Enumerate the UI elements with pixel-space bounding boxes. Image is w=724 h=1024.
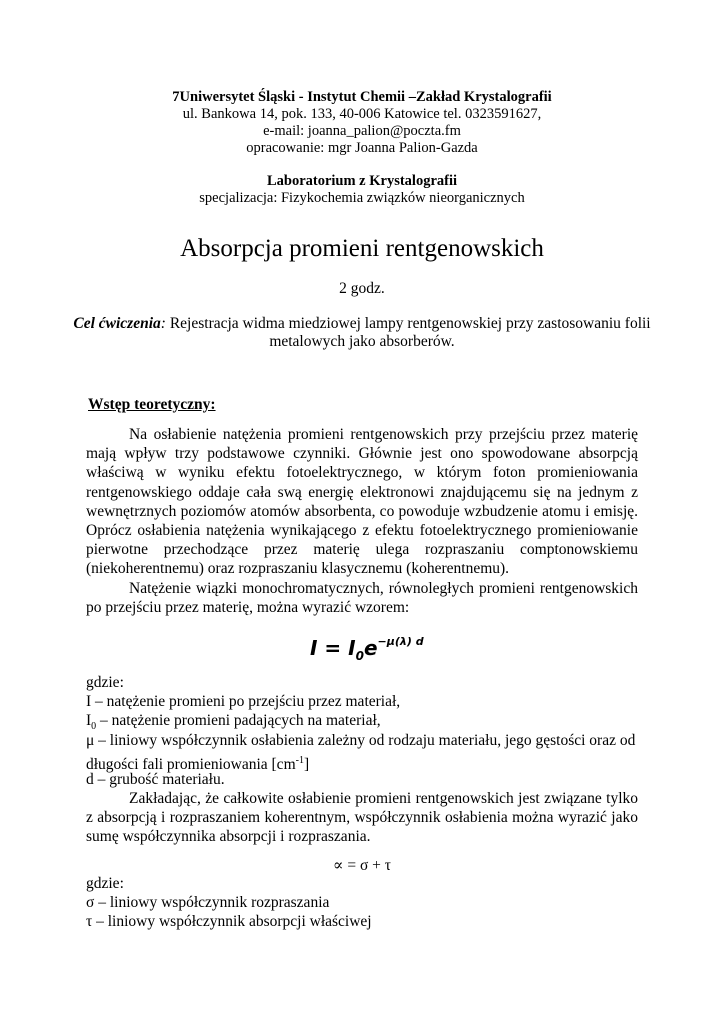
duration-label: 2 godz. — [339, 280, 385, 297]
institution-header: 7Uniwersytet Śląski - Instytut Chemii –Zakład Krystalografii — [172, 89, 552, 105]
goal-colon: : — [160, 315, 166, 332]
document-title: Absorpcja promieni rentgenowskich — [180, 235, 544, 262]
paragraph-1: Na osłabienie natężenia promieni rentgenowskich przy przejściu przez materię mają wpływ trzy podstawowe czynniki. Głównie jest ono spowodowane absorpcją właściwą w wyniku efektu fotoelektrycznego, w którym foton promieniowania rentgenowskiego oddaje cała swą energię elektronowi znajdującemu się na jednym z wewnętrznych poziomów atomów absorbenta, co powoduje wzbudzenie atomu i emisję. Oprócz osłabienia natężenia wynikającego z efektu fotoelektrycznego promieniowanie pierwotne przechodzące przez materię ulega rozpraszaniu comptonowskiemu (niekoherentnemu) oraz rozpraszaniu klasycznemu (koherentnemu). — [86, 426, 638, 578]
goal-line-1 — [0, 314, 724, 333]
def-tau: τ – liniowy współczynnik absorpcji właściwej — [86, 913, 372, 930]
formula-i0: I — [348, 636, 356, 660]
def-I0-symbol: I — [86, 712, 92, 729]
def-I0-sub: 0 — [91, 721, 97, 733]
def-mu-text: długości fali promieniowania [cm — [86, 756, 296, 774]
lab-name: Laboratorium z Krystalografii — [266, 173, 458, 189]
formula-e: e — [363, 636, 378, 660]
section-heading: Wstęp teoretyczny: — [88, 396, 216, 413]
formula-i0-sub: 0 — [355, 649, 364, 663]
attenuation-formula — [310, 636, 424, 663]
defs2-gdzie: gdzie: — [86, 875, 124, 892]
goal-label: Cel ćwiczenia — [73, 315, 161, 332]
def-mu-sup: -1 — [295, 755, 304, 766]
def-I: I – natężenie promieni po przejściu przez materiał, — [86, 693, 401, 710]
formula-lhs: I — [310, 636, 318, 660]
goal-line-2: metalowych jako absorberów. — [269, 333, 455, 350]
defs-gdzie: gdzie: — [86, 674, 124, 691]
goal-text-1: Rejestracja widma miedziowej lampy rentgenowskiej przy zastosowaniu folii — [165, 315, 651, 332]
specialization-line: specjalizacja: Fizykochemia związków nieorganicznych — [199, 190, 525, 206]
sum-formula: ∝ = σ + τ — [332, 857, 392, 874]
def-d: d – grubość materiału. — [86, 771, 225, 788]
address-line: ul. Bankowa 14, pok. 133, 40-006 Katowice tel. 0323591627, — [182, 106, 542, 122]
formula-exponent: −μ(λ) d — [377, 635, 424, 649]
formula-eq: = — [317, 636, 349, 660]
def-I0-text: – natężenie promieni padających na materiał, — [96, 712, 381, 729]
author-line: opracowanie: mgr Joanna Palion-Gazda — [246, 140, 478, 156]
def-mu-line-1: μ – liniowy współczynnik osłabienia zależny od rodzaju materiału, jego gęstości oraz od — [86, 732, 636, 749]
paragraph-2: Natężenie wiązki monochromatycznych, równoległych promieni rentgenowskich po przejściu przez materię, można wyrazić wzorem: — [86, 580, 638, 617]
email-line: e-mail: joanna_palion@poczta.fm — [263, 123, 461, 139]
paragraph-3: Zakładając, że całkowite osłabienie promieni rentgenowskich jest związane tylko z absorpcją i rozpraszaniem koherentnym, współczynnik osłabienia można wyrazić jako sumę współczynnika absorpcji i rozpraszania. — [86, 790, 638, 846]
def-sigma: σ – liniowy współczynnik rozpraszania — [86, 894, 330, 911]
def-mu-close: ] — [303, 756, 310, 774]
